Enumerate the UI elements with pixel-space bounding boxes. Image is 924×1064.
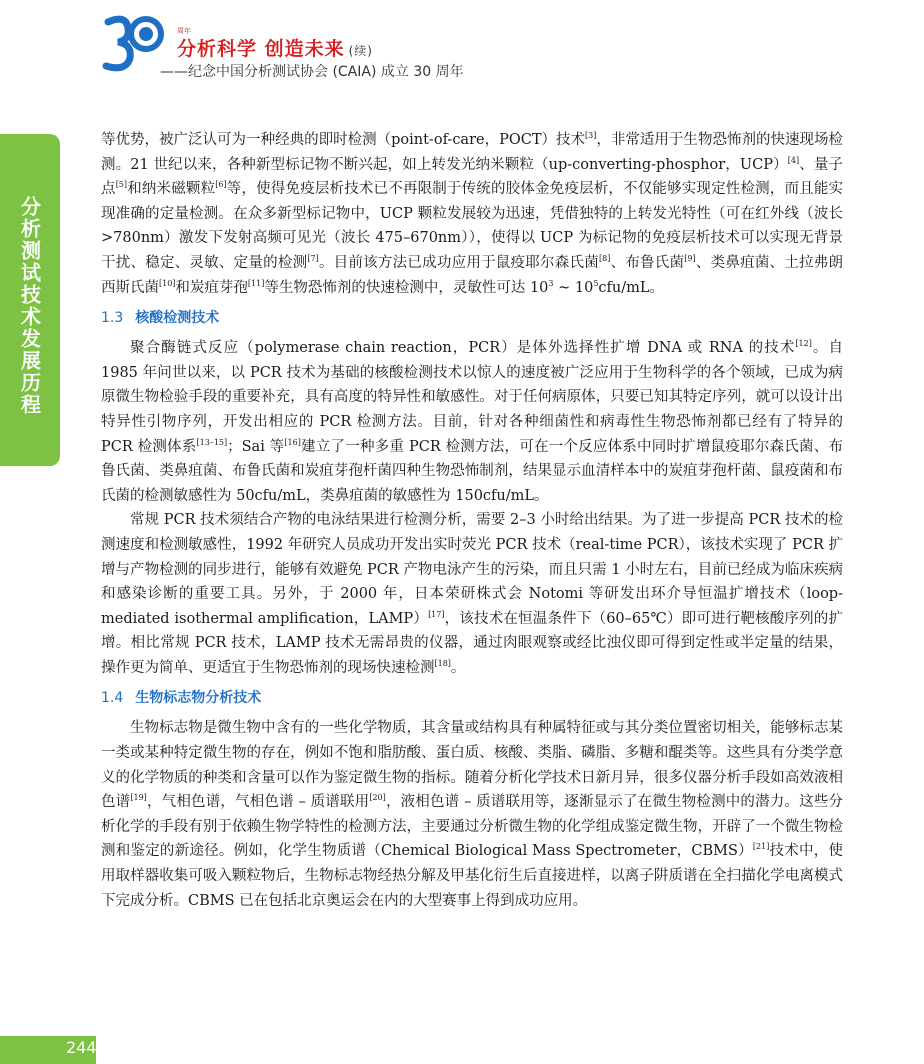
side-chapter-tab xyxy=(0,134,60,466)
article-body xyxy=(101,128,843,913)
caia-30-logo xyxy=(100,12,164,76)
paragraph-4: 生物标志物是微生物中含有的一些化学物质，其含量或结构具有种属特征或与其分类位置密切相关，能够标志某一类或某种特定微生物的存在，例如不饱和脂肪酸、蛋白质、核酸、类脂、磷脂、多糖和醌类等。这些具有分类学意义的化学物质的种类和含量可以作为鉴定微生物的指标。随着分析化学技术日新月异，很多仪器分析手段如高效液相色谱[19]，气相色谱，气相色谱 – 质谱联用[20]，液相色谱 – 质谱联用等，逐渐显示了在微生物检测中的潜力。这些分析化学的手段有别于依赖生物学特性的检测方法，主要通过分析微生物的化学组成鉴定微生物，开辟了一个微生物检测和鉴定的新途径。例如，化学生物质谱（Chemical Biological Mass Spectrometer，CBMS）[21]技术中，使用取样器收集可吸入颗粒物后，生物标志物经热分解及甲基化衍生后直接进样，以离子阱质谱在全扫描化学电离模式下完成分析。CBMS 已在包括北京奥运会在内的大型赛事上得到成功应用。 xyxy=(101,720,844,909)
header-title-cont: (续) xyxy=(348,44,373,58)
page-number: 244 xyxy=(66,1038,97,1057)
page-header-subtitle: ——纪念中国分析测试协会 (CAIA) 成立 30 周年 xyxy=(160,64,464,80)
paragraph-3: 常规 PCR 技术须结合产物的电泳结果进行检测分析，需要 2–3 小时给出结果。为了进一步提高 PCR 技术的检测速度和检测敏感性，1992 年研究人员成功开发出实时荧光 PCR 技术（real-time PCR），该技术实现了 PCR 扩增与产物检测的同步进行，能够有效避免 PCR 产物电泳产生的污染，而且只需 1 小时左右，目前已经成为临床疾病和感染诊断的重要工具。另外，于 2000 年，日本荣研株式会 Notomi 等研发出环介导恒温扩增技术（loop-mediated isothermal amplification，LAMP）[17]，该技术在恒温条件下（60–65℃）即可进行靶核酸序列的扩增。相比常规 PCR 技术，LAMP 技术无需昂贵的仪器，通过肉眼观察或经比浊仪即可得到定性或半定量的结果，操作更为简单、更适宜于生物恐怖剂的现场快速检测[18]。 xyxy=(101,512,843,676)
paragraph-2: 聚合酶链式反应（polymerase chain reaction，PCR）是体外选择性扩增 DNA 或 RNA 的技术[12]。自 1985 年问世以来，以 PCR 技术为基础的核酸检测技术以惊人的速度被广泛应用于生物科学的各个领域，已成为病原微生物检验手段的重要补充，具有高度的特异性和敏感性。对于任何病原体，只要已知其特定序列，就可以设计出特异性引物序列，开发出相应的 PCR 检测方法。目前，针对各种细菌性和病毒性生物恐怖剂都已经有了特异的 PCR 检测体系[13–15]；Sai 等[16]建立了一种多重 PCR 检测方法，可在一个反应体系中同时扩增鼠疫耶尔森氏菌、布鲁氏菌、类鼻疽菌、布鲁氏菌和炭疽芽孢杆菌四种生物恐怖制剂，结果显示血清样本中的炭疽芽孢杆菌、鼠疫菌和布氏菌的检测敏感性为 50cfu/mL，类鼻疽菌的敏感性为 150cfu/mL。 xyxy=(101,339,843,504)
side-chapter-label: 分析测试技术发展历程 xyxy=(17,196,42,416)
anniversary-tag: 周年 xyxy=(177,27,191,35)
paragraph-1: 等优势，被广泛认可为一种经典的即时检测（point-of-care，POCT）技术[3]，非常适用于生物恐怖剂的快速现场检测。21 世纪以来，各种新型标记物不断兴起，如上转发光纳米颗粒（up-converting-phosphor，UCP）[4]、量子点[5]和纳米磁颗粒[6]等，使得免疫层析技术已不再限制于传统的胶体金免疫层析，不仅能够实现定性检测，而且能实现准确的定量检测。在众多新型标记物中，UCP 颗粒发展较为迅速，凭借独特的上转发光特性（可在红外线（波长 >780nm）激发下发射高频可见光（波长 475–670nm）），使得以 UCP 为标记物的免疫层析技术可以实现无背景干扰、稳定、灵敏、定量的检测[7]。目前该方法已成功应用于鼠疫耶尔森氏菌[8]、布鲁氏菌[9]、类鼻疽菌、土拉弗朗西斯氏菌[10]和炭疽芽孢[11]等生物恐怖剂的快速检测中，灵敏性可达 $10^3$ ~ $10^5cfu/mL$。 xyxy=(101,131,844,296)
page-header-title xyxy=(177,34,373,61)
section-heading-1-3: 1.3 核酸检测技术 xyxy=(101,310,220,327)
section-heading-1-4: 1.4 生物标志物分析技术 xyxy=(101,690,262,707)
header-title-text: 分析科学 创造未来 xyxy=(177,38,345,60)
